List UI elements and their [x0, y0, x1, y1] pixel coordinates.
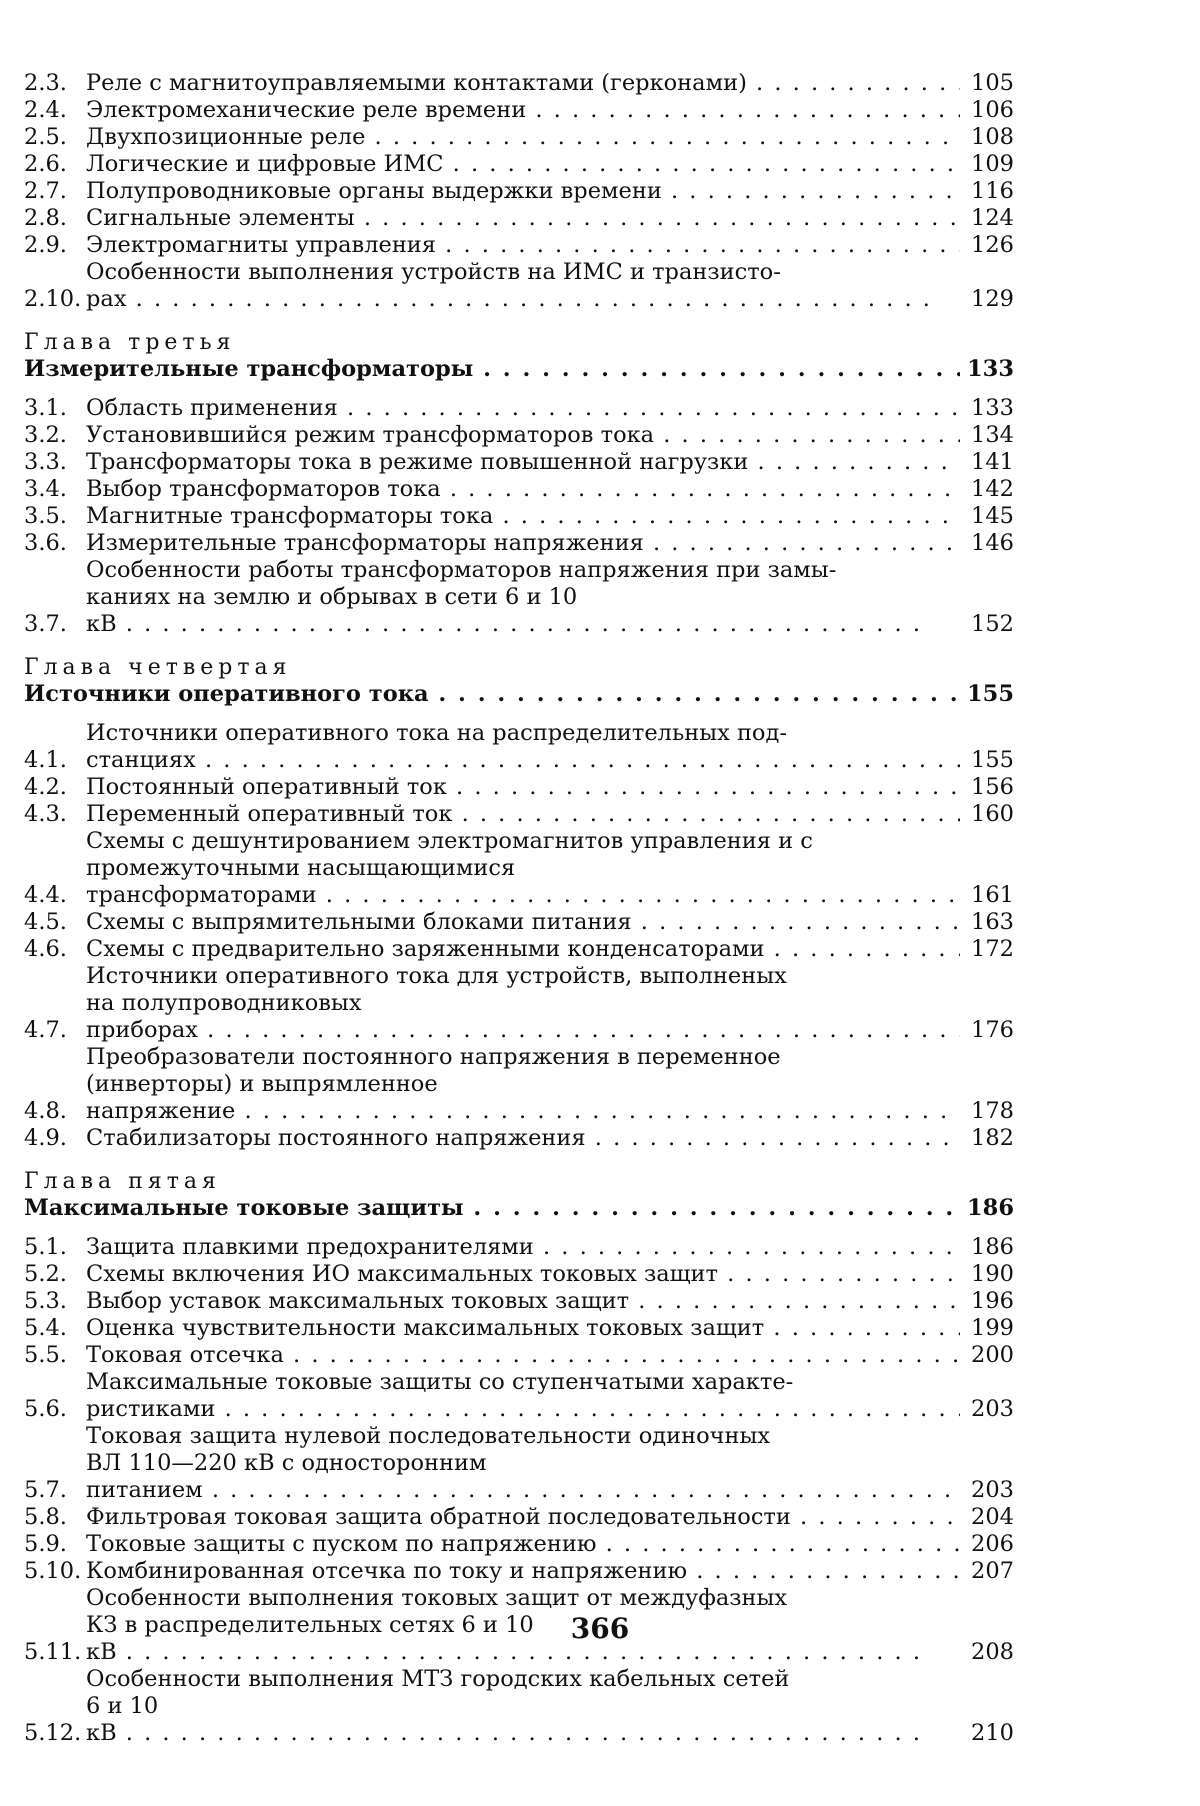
entry-number: 5.10.: [24, 1558, 82, 1584]
entry-title-line: Постоянный оперативный ток . .: [86, 774, 960, 801]
entry-title-line: Реле с магнитоуправляемыми контактами (герконами) . .: [86, 70, 960, 97]
toc-entry: [24, 1423, 1014, 1504]
entry-title: [86, 1261, 960, 1288]
entry-title-line: на полупроводниковых приборах . .: [86, 990, 960, 1044]
entry-page-number: 142: [971, 476, 1014, 502]
chapter-title-text: [24, 356, 960, 383]
entry-title-line: ристиками . .: [86, 1396, 960, 1423]
entry-title-line: Источники оперативного тока на распределительных под-: [86, 720, 787, 746]
entry-number: 3.5.: [24, 503, 67, 529]
toc-entry: [24, 1044, 1014, 1125]
entry-title-line: Особенности выполнения токовых защит от междуфазных: [86, 1585, 788, 1611]
entry-title-line: Особенности выполнения МТЗ городских кабельных сетей: [86, 1666, 790, 1692]
entry-title-line: Установившийся режим трансформаторов тока . .: [86, 422, 960, 449]
entry-title-line: Схемы с дешунтированием электромагнитов управления и с: [86, 828, 813, 854]
chapter-label: Глава четвертая: [24, 655, 292, 680]
entry-page-number: 200: [971, 1342, 1014, 1368]
toc-entry: [24, 801, 1014, 828]
entry-title: [86, 1288, 960, 1315]
toc-entry: [24, 476, 1014, 503]
entry-title: [86, 909, 960, 936]
entry-title-line: Трансформаторы тока в режиме повышенной нагрузки . .: [86, 449, 960, 476]
entry-title-line: Стабилизаторы постоянного напряжения . .: [86, 1125, 960, 1152]
entry-title-line: Электромагниты управления . .: [86, 232, 960, 259]
entry-title: [86, 1342, 960, 1369]
entry-page-number: 145: [971, 503, 1014, 529]
entry-title-line: каниях на землю и обрывах в сети 6 и 10 кВ . .: [86, 584, 960, 638]
entry-page-number: 203: [971, 1396, 1014, 1422]
toc-entry: [24, 205, 1014, 232]
entry-title: [86, 557, 960, 638]
entry-title: [86, 530, 960, 557]
toc-entry: [24, 1234, 1014, 1261]
toc-entry: [24, 720, 1014, 774]
entry-title: [86, 476, 960, 503]
entry-page-number: 163: [971, 909, 1014, 935]
entry-title: [86, 1125, 960, 1152]
entry-title: [86, 449, 960, 476]
entry-title-line: Токовая отсечка . .: [86, 1342, 960, 1369]
toc-entry: [24, 259, 1014, 313]
entry-page-number: 106: [971, 97, 1014, 123]
chapter-title: [24, 356, 1014, 383]
entry-title-line: Преобразователи постоянного напряжения в переменное: [86, 1044, 781, 1070]
toc-entry: [24, 449, 1014, 476]
entry-title: [86, 720, 960, 774]
entry-title-line: Сигнальные элементы . .: [86, 205, 960, 232]
entry-title-line: КЗ в распределительных сетях 6 и 10 кВ . .: [86, 1612, 960, 1666]
chapter-title-text: [24, 681, 960, 708]
entry-number: 3.2.: [24, 422, 67, 448]
entry-title-line: (инверторы) и выпрямленное напряжение . .: [86, 1071, 960, 1125]
entry-page-number: 108: [971, 124, 1014, 150]
entry-title-line: промежуточными насыщающимися трансформаторами . .: [86, 855, 960, 909]
entry-page-number: 172: [971, 936, 1014, 962]
chapter-title-line: Источники оперативного тока . .: [24, 681, 960, 708]
entry-title: [86, 1315, 960, 1342]
entry-title: [86, 1423, 960, 1504]
entry-number: 5.2.: [24, 1261, 67, 1287]
entry-page-number: 155: [971, 747, 1014, 773]
entry-title: [86, 178, 960, 205]
entry-title-line: 6 и 10 кВ . .: [86, 1693, 960, 1747]
page-number: 366: [570, 1612, 630, 1645]
entry-title-line: Фильтровая токовая защита обратной последовательности . .: [86, 1504, 960, 1531]
toc-entry: [24, 395, 1014, 422]
entry-page-number: 124: [971, 205, 1014, 231]
toc-entry: [24, 97, 1014, 124]
table-of-contents: [24, 70, 1014, 1747]
chapter-label: Глава третья: [24, 330, 236, 355]
entry-title: [86, 259, 960, 313]
entry-number: 2.5.: [24, 124, 67, 150]
chapter-title-line: Измерительные трансформаторы . .: [24, 356, 960, 383]
toc-entry: [24, 557, 1014, 638]
toc-entry: [24, 70, 1014, 97]
entry-title-line: рах . .: [86, 286, 960, 313]
toc-entry: [24, 151, 1014, 178]
entry-title-line: Схемы включения ИО максимальных токовых защит . .: [86, 1261, 960, 1288]
entry-title-line: Переменный оперативный ток . .: [86, 801, 960, 828]
entry-title-line: Комбинированная отсечка по току и напряжению . .: [86, 1558, 960, 1585]
entry-title: [86, 124, 960, 151]
entry-number: 5.4.: [24, 1315, 67, 1341]
entry-number: 4.2.: [24, 774, 67, 800]
entry-title-line: Оценка чувствительности максимальных токовых защит . .: [86, 1315, 960, 1342]
entry-page-number: 207: [971, 1558, 1014, 1584]
toc-entry: [24, 178, 1014, 205]
entry-number: 3.3.: [24, 449, 67, 475]
entry-title: [86, 1558, 960, 1585]
toc-entry: [24, 963, 1014, 1044]
entry-page-number: 199: [971, 1315, 1014, 1341]
chapter-title-line: Максимальные токовые защиты . .: [24, 1195, 960, 1222]
entry-title-line: Токовая защита нулевой последовательности одиночных: [86, 1423, 771, 1449]
toc-entry: [24, 828, 1014, 909]
entry-title-line: Особенности выполнения устройств на ИМС и транзисто-: [86, 259, 781, 285]
toc-entry: [24, 530, 1014, 557]
entry-title: [86, 232, 960, 259]
chapter-title: [24, 1195, 1014, 1222]
entry-title-line: Максимальные токовые защиты со ступенчатыми характе-: [86, 1369, 794, 1395]
entry-title-line: Полупроводниковые органы выдержки времени . .: [86, 178, 960, 205]
entry-number: 3.4.: [24, 476, 67, 502]
entry-title-line: Область применения . .: [86, 395, 960, 422]
entry-number: 5.3.: [24, 1288, 67, 1314]
entry-number: 4.5.: [24, 909, 67, 935]
entry-page-number: 126: [971, 232, 1014, 258]
entry-number: 5.12.: [24, 1720, 82, 1746]
entry-title-line: Источники оперативного тока для устройств, выполненых: [86, 963, 787, 989]
entry-title-line: Особенности работы трансформаторов напряжения при замы-: [86, 557, 837, 583]
entry-number: 2.8.: [24, 205, 67, 231]
chapter-page-number: 133: [967, 356, 1014, 382]
entry-title: [86, 963, 960, 1044]
toc-entry: [24, 1558, 1014, 1585]
chapter-title: [24, 681, 1014, 708]
entry-title: [86, 1504, 960, 1531]
toc-entry: [24, 232, 1014, 259]
entry-number: 4.1.: [24, 747, 67, 773]
entry-page-number: 109: [971, 151, 1014, 177]
entry-title-line: станциях . .: [86, 747, 960, 774]
toc-entry: [24, 774, 1014, 801]
entry-page-number: 156: [971, 774, 1014, 800]
entry-number: 3.6.: [24, 530, 67, 556]
entry-title: [86, 1234, 960, 1261]
entry-page-number: 208: [971, 1639, 1014, 1665]
entry-title: [86, 1531, 960, 1558]
entry-number: 5.8.: [24, 1504, 67, 1530]
entry-page-number: 141: [971, 449, 1014, 475]
toc-entry: [24, 422, 1014, 449]
toc-entry: [24, 1504, 1014, 1531]
entry-page-number: 210: [971, 1720, 1014, 1746]
entry-page-number: 196: [971, 1288, 1014, 1314]
toc-entry: [24, 1125, 1014, 1152]
entry-title-line: Схемы с предварительно заряженными конденсаторами . .: [86, 936, 960, 963]
toc-entry: [24, 909, 1014, 936]
entry-page-number: 161: [971, 882, 1014, 908]
entry-number: 2.3.: [24, 70, 67, 96]
entry-title: [86, 97, 960, 124]
toc-entry: [24, 1261, 1014, 1288]
entry-title: [86, 422, 960, 449]
entry-page-number: 206: [971, 1531, 1014, 1557]
entry-title: [86, 1044, 960, 1125]
entry-number: 4.4.: [24, 882, 67, 908]
entry-number: 4.9.: [24, 1125, 67, 1151]
entry-title-line: Логические и цифровые ИМС . .: [86, 151, 960, 178]
toc-entry: [24, 1315, 1014, 1342]
toc-entry: [24, 1369, 1014, 1423]
entry-number: 3.7.: [24, 611, 67, 637]
entry-number: 5.9.: [24, 1531, 67, 1557]
entry-page-number: 146: [971, 530, 1014, 556]
entry-number: 2.4.: [24, 97, 67, 123]
entry-page-number: 182: [971, 1125, 1014, 1151]
entry-number: 4.6.: [24, 936, 67, 962]
entry-page-number: 129: [971, 286, 1014, 312]
entry-title-line: Двухпозиционные реле . .: [86, 124, 960, 151]
chapter-title-text: [24, 1195, 960, 1222]
chapter-label: Глава пятая: [24, 1169, 221, 1194]
entry-title: [86, 151, 960, 178]
entry-number: 4.8.: [24, 1098, 67, 1124]
entry-title-line: Выбор уставок максимальных токовых защит . .: [86, 1288, 960, 1315]
entry-number: 5.7.: [24, 1477, 67, 1503]
entry-number: 5.6.: [24, 1396, 67, 1422]
entry-page-number: 133: [971, 395, 1014, 421]
entry-page-number: 186: [971, 1234, 1014, 1260]
toc-entry: [24, 1342, 1014, 1369]
entry-title-line: Электромеханические реле времени . .: [86, 97, 960, 124]
entry-number: 2.9.: [24, 232, 67, 258]
entry-title-line: Схемы с выпрямительными блоками питания . .: [86, 909, 960, 936]
entry-page-number: 116: [971, 178, 1014, 204]
entry-title-line: Защита плавкими предохранителями . .: [86, 1234, 960, 1261]
entry-page-number: 160: [971, 801, 1014, 827]
entry-title: [86, 205, 960, 232]
entry-title: [86, 70, 960, 97]
entry-title: [86, 828, 960, 909]
entry-number: 2.6.: [24, 151, 67, 177]
toc-entry: [24, 124, 1014, 151]
entry-page-number: 134: [971, 422, 1014, 448]
entry-title: [86, 1666, 960, 1747]
entry-title-line: ВЛ 110—220 кВ с односторонним питанием . .: [86, 1450, 960, 1504]
entry-number: 2.10.: [24, 286, 82, 312]
entry-title-line: Токовые защиты с пуском по напряжению . .: [86, 1531, 960, 1558]
toc-entry: [24, 1531, 1014, 1558]
toc-entry: [24, 936, 1014, 963]
entry-number: 3.1.: [24, 395, 67, 421]
entry-page-number: 204: [971, 1504, 1014, 1530]
entry-number: 5.5.: [24, 1342, 67, 1368]
entry-title-line: Магнитные трансформаторы тока . .: [86, 503, 960, 530]
entry-number: 5.1.: [24, 1234, 67, 1260]
entry-title: [86, 936, 960, 963]
entry-number: 4.3.: [24, 801, 67, 827]
entry-page-number: 203: [971, 1477, 1014, 1503]
entry-page-number: 105: [971, 70, 1014, 96]
entry-title: [86, 503, 960, 530]
toc-entry: [24, 503, 1014, 530]
entry-page-number: 176: [971, 1017, 1014, 1043]
entry-page-number: 152: [971, 611, 1014, 637]
entry-title: [86, 774, 960, 801]
chapter-page-number: 186: [967, 1195, 1014, 1221]
toc-entry: [24, 1288, 1014, 1315]
chapter-page-number: 155: [967, 681, 1014, 707]
entry-title-line: Выбор трансформаторов тока . .: [86, 476, 960, 503]
entry-number: 2.7.: [24, 178, 67, 204]
entry-number: 5.11.: [24, 1639, 82, 1665]
entry-title-line: Измерительные трансформаторы напряжения . .: [86, 530, 960, 557]
entry-number: 4.7.: [24, 1017, 67, 1043]
entry-page-number: 178: [971, 1098, 1014, 1124]
entry-title: [86, 801, 960, 828]
entry-title: [86, 1369, 960, 1423]
entry-title: [86, 395, 960, 422]
entry-page-number: 190: [971, 1261, 1014, 1287]
toc-entry: [24, 1666, 1014, 1747]
